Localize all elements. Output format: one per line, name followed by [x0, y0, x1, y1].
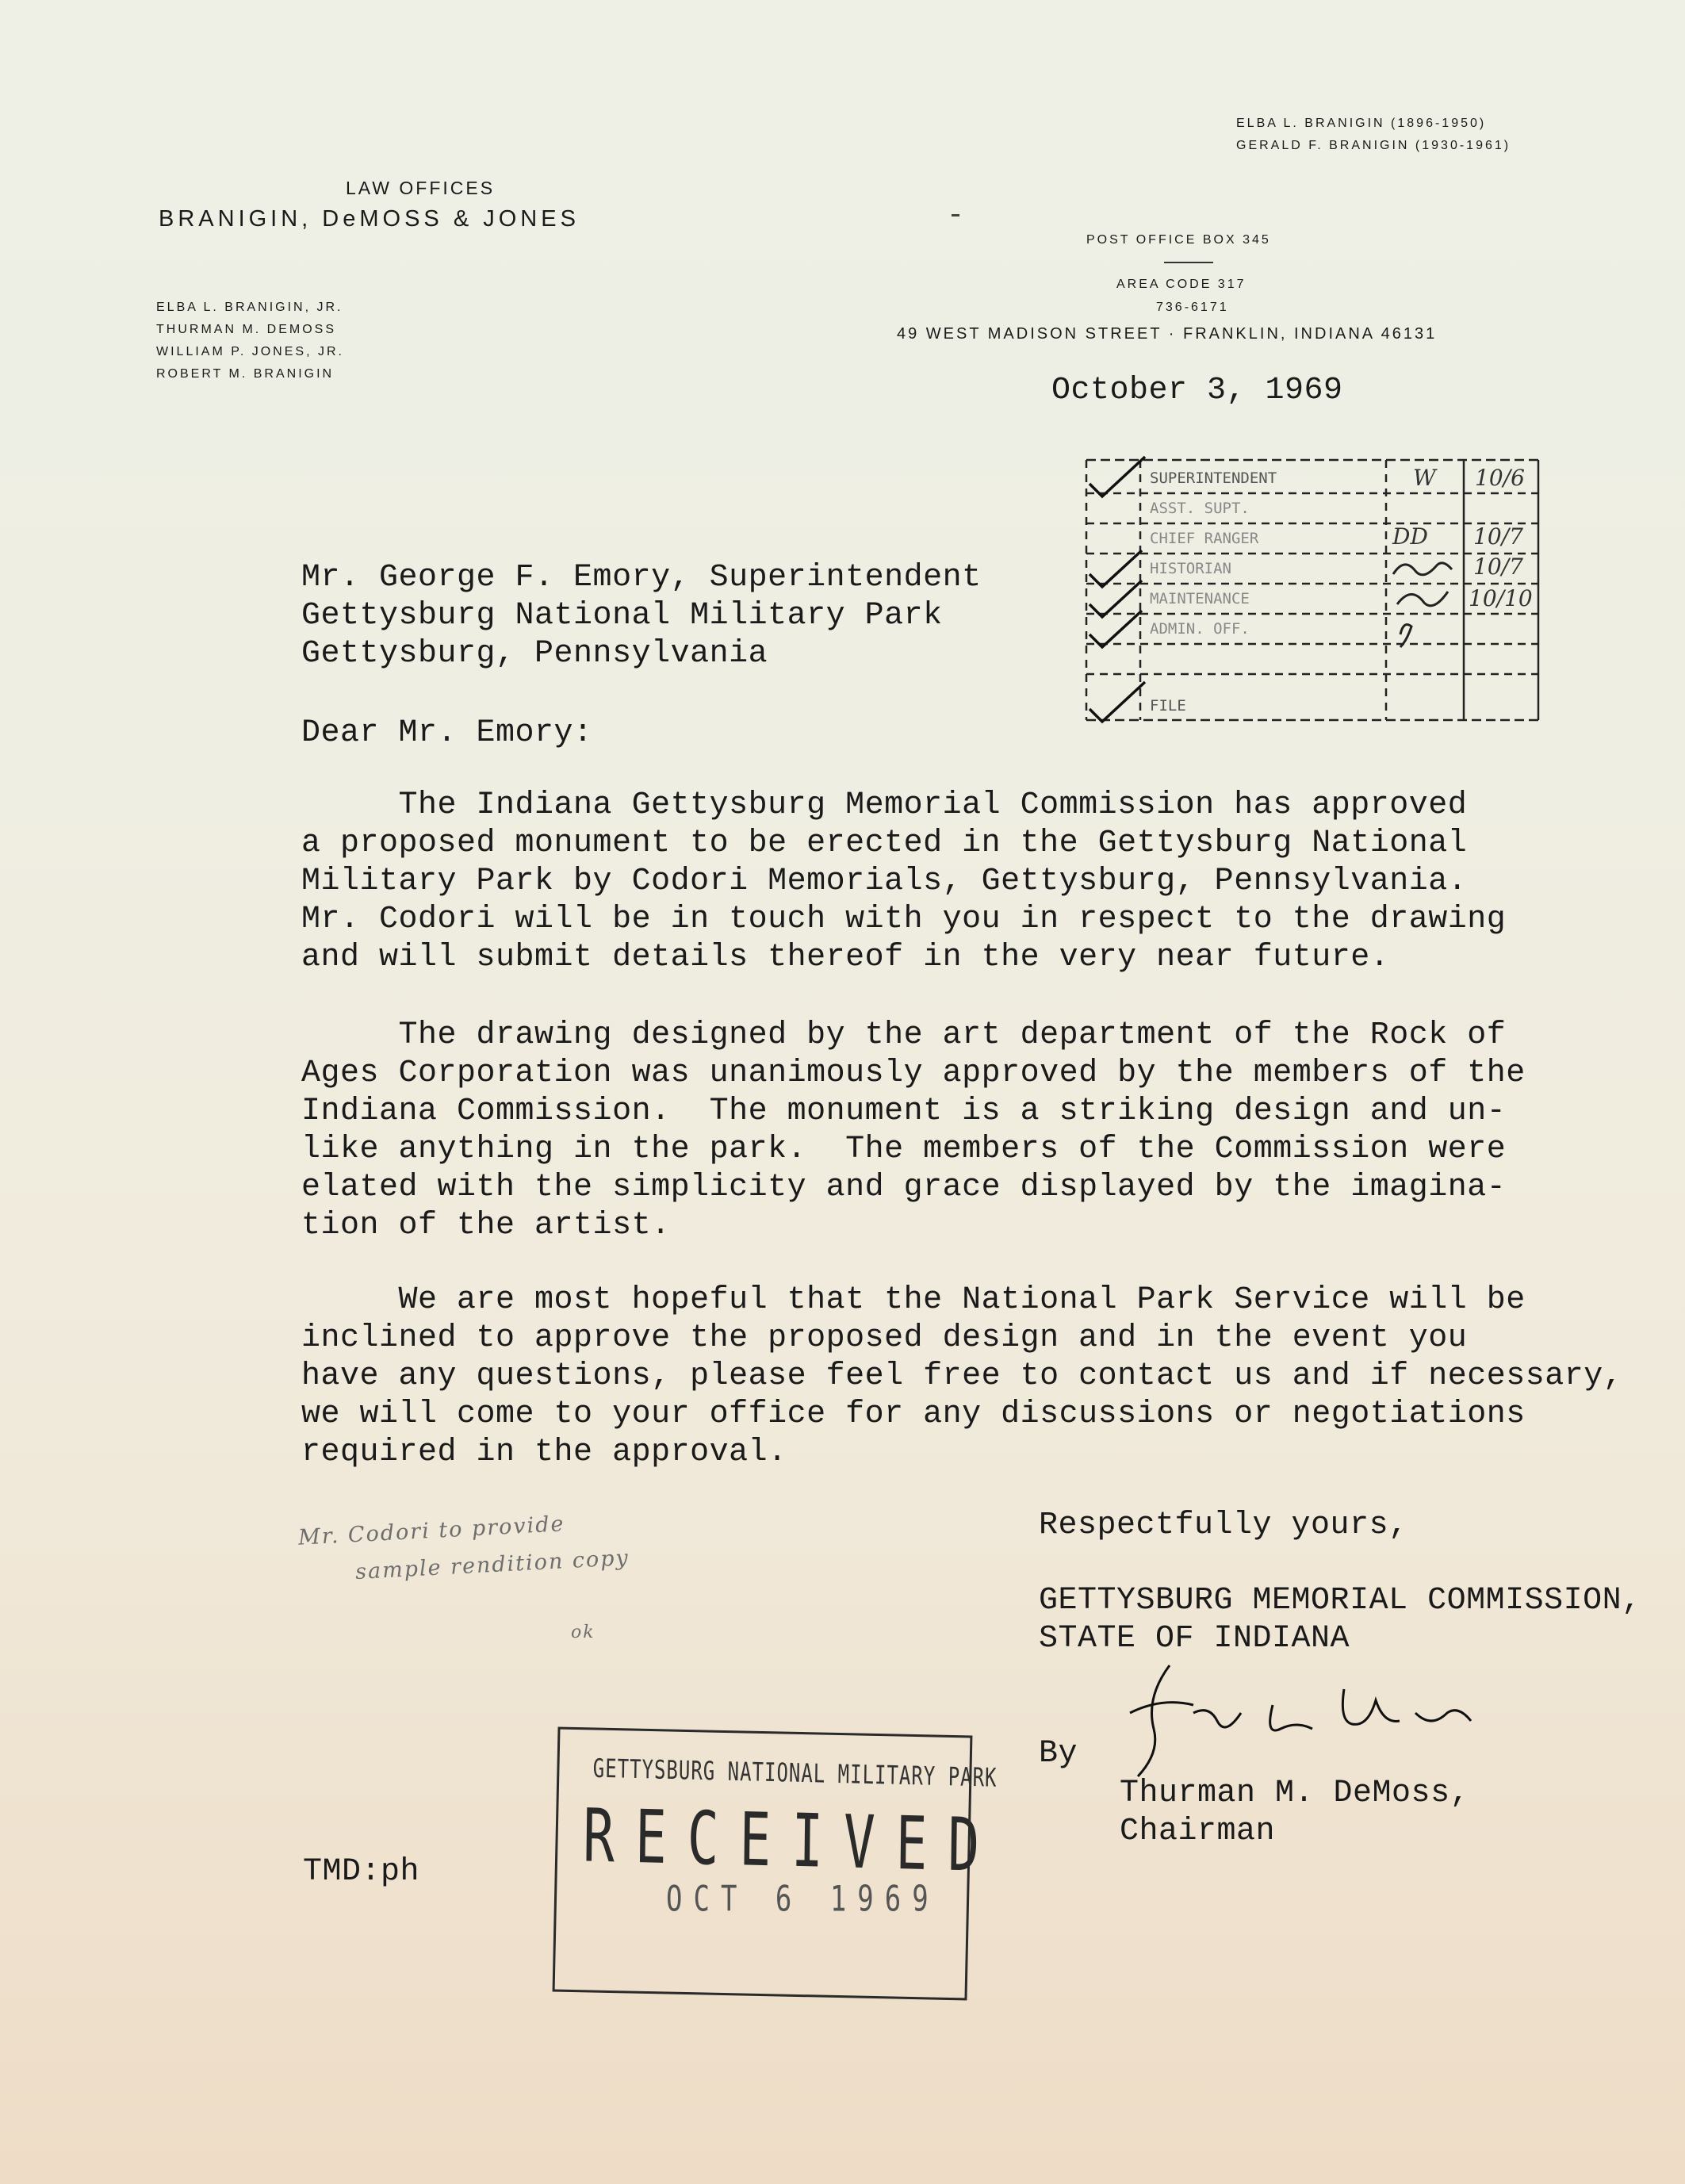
- paragraph-line: elated with the simplicity and grace displayed by the imagina-: [301, 1170, 1507, 1205]
- former-partner-name: GERALD F. BRANIGIN (1930-1961): [1236, 139, 1511, 152]
- area-code: AREA CODE 317: [1116, 278, 1247, 291]
- paragraph-line: The drawing designed by the art department of the Rock of: [301, 1017, 1507, 1053]
- by-label: By: [1039, 1736, 1078, 1772]
- paragraph-line: Ages Corporation was unanimously approved by the members of the: [301, 1056, 1526, 1091]
- routing-checkmarks: [1090, 457, 1145, 722]
- handwritten-note-mark: ok: [571, 1623, 595, 1642]
- stamp-date: OCT 6 1969: [666, 1879, 940, 1920]
- partner-name: ROBERT M. BRANIGIN: [156, 367, 335, 381]
- addressee-block: [301, 559, 982, 673]
- paragraph-line: Military Park by Codori Memorials, Gettysburg, Pennsylvania.: [301, 864, 1468, 899]
- street-address: 49 WEST MADISON STREET · FRANKLIN, INDIANA 46131: [897, 325, 1438, 343]
- organization-block: [1039, 1582, 1641, 1658]
- organization-line: STATE OF INDIANA: [1039, 1621, 1350, 1657]
- paragraph-line: required in the approval.: [301, 1435, 787, 1470]
- paragraph-line: Mr. Codori will be in touch with you in respect to the drawing: [301, 902, 1507, 937]
- partner-name: WILLIAM P. JONES, JR.: [156, 345, 344, 358]
- routing-date: 10/6: [1475, 465, 1525, 491]
- partner-name: ELBA L. BRANIGIN, JR.: [156, 301, 343, 314]
- handwritten-note-line: Mr. Codori to provide: [297, 1512, 566, 1550]
- addressee-line: Mr. George F. Emory, Superintendent: [301, 560, 982, 596]
- routing-date: 10/7: [1473, 523, 1523, 550]
- routing-label: ADMIN. OFF.: [1150, 620, 1250, 638]
- partner-list: [156, 297, 344, 385]
- stamp-received: RECEIVED: [582, 1793, 1001, 1889]
- received-stamp: [555, 1731, 1001, 1994]
- salutation: Dear Mr. Emory:: [301, 715, 593, 751]
- addressee-line: Gettysburg, Pennsylvania: [301, 636, 768, 672]
- signer-block: [1120, 1775, 1469, 1851]
- body-paragraph-2: [301, 1017, 1526, 1245]
- signature: [1114, 1657, 1511, 1784]
- paragraph-line: we will come to your office for any discussions or negotiations: [301, 1397, 1526, 1432]
- signer-title: Chairman: [1120, 1814, 1276, 1849]
- po-box: POST OFFICE BOX 345: [1086, 233, 1271, 247]
- routing-label: HISTORIAN: [1150, 560, 1231, 577]
- paragraph-line: We are most hopeful that the National Park Service will be: [301, 1282, 1526, 1318]
- handwritten-note-line: sample rendition copy: [354, 1545, 630, 1585]
- routing-date: 10/7: [1473, 554, 1523, 580]
- letterhead-divider: [1164, 262, 1213, 263]
- former-partner-list: [1236, 113, 1511, 157]
- routing-label: CHIEF RANGER: [1150, 530, 1259, 547]
- routing-stamp: [1080, 455, 1541, 725]
- body-paragraph-3: [301, 1282, 1622, 1472]
- routing-label: SUPERINTENDENT: [1150, 469, 1277, 487]
- routing-initials: DD: [1392, 523, 1428, 550]
- paragraph-line: have any questions, please feel free to contact us and if necessary,: [301, 1358, 1623, 1394]
- signer-name: Thurman M. DeMoss,: [1120, 1776, 1470, 1811]
- phone-number: 736-6171: [1156, 301, 1229, 314]
- partner-name: THURMAN M. DEMOSS: [156, 323, 336, 336]
- routing-label: ASST. SUPT.: [1150, 500, 1250, 517]
- routing-date: 10/10: [1469, 585, 1533, 611]
- scan-mark: [952, 214, 959, 216]
- paragraph-line: Indiana Commission. The monument is a striking design and un-: [301, 1094, 1507, 1129]
- letter-date: October 3, 1969: [1051, 373, 1343, 408]
- typist-initials: TMD:ph: [303, 1854, 420, 1890]
- paragraph-line: and will submit details thereof in the very near future.: [301, 940, 1390, 975]
- stamp-header: GETTYSBURG NATIONAL MILITARY PARK: [592, 1753, 998, 1793]
- routing-label: FILE: [1150, 697, 1186, 715]
- body-paragraph-1: [301, 787, 1506, 977]
- paragraph-line: inclined to approve the proposed design and in the event you: [301, 1320, 1468, 1356]
- paragraph-line: like anything in the park. The members of the Commission were: [301, 1132, 1507, 1167]
- paragraph-line: tion of the artist.: [301, 1208, 671, 1243]
- routing-scribbles: [1393, 563, 1452, 647]
- routing-initials: W: [1413, 465, 1436, 491]
- paragraph-line: a proposed monument to be erected in the Gettysburg National: [301, 826, 1468, 861]
- letterhead-title: LAW OFFICES: [346, 178, 496, 198]
- former-partner-name: ELBA L. BRANIGIN (1896-1950): [1236, 117, 1487, 130]
- organization-line: GETTYSBURG MEMORIAL COMMISSION,: [1039, 1583, 1641, 1619]
- firm-name: BRANIGIN, DeMOSS & JONES: [159, 206, 580, 232]
- paragraph-line: The Indiana Gettysburg Memorial Commission has approved: [301, 787, 1468, 823]
- addressee-line: Gettysburg National Military Park: [301, 598, 943, 634]
- routing-label: MAINTENANCE: [1150, 590, 1250, 607]
- closing: Respectfully yours,: [1039, 1508, 1408, 1543]
